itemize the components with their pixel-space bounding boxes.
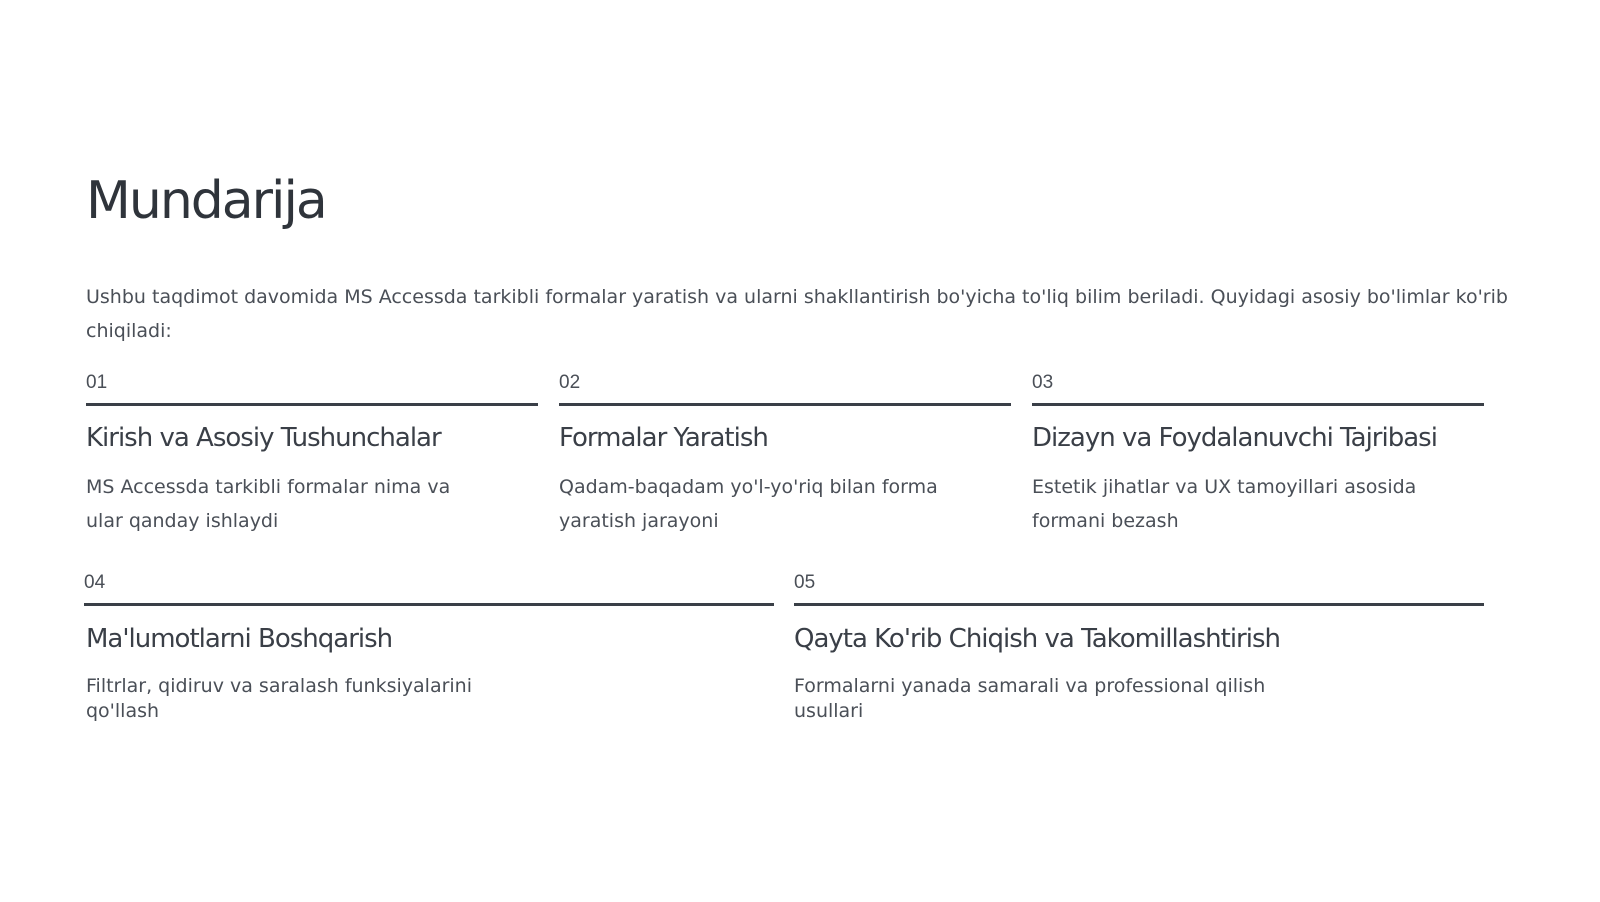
section-number: 05 [794,572,816,593]
section-divider [794,603,1484,606]
section-title: Ma'lumotlarni Boshqarish [86,624,393,654]
section-title: Kirish va Asosiy Tushunchalar [86,423,441,453]
section-description: Qadam-baqadam yo'l-yo'riq bilan forma yaratish jarayoni [559,476,938,532]
section-item-05 [794,569,1484,724]
section-number: 01 [86,372,108,393]
section-divider [1032,403,1484,406]
section-divider [559,403,1011,406]
section-item-01 [86,369,538,538]
section-title: Formalar Yaratish [559,423,768,453]
section-number: 03 [1032,372,1054,393]
section-description: Filtrlar, qidiruv va saralash funksiyalarini qo'llash [86,675,472,722]
page-title: Mundarija [86,171,326,231]
section-description: Estetik jihatlar va UX tamoyillari asosida formani bezash [1032,476,1417,532]
section-description: Formalarni yanada samarali va professional qilish usullari [794,675,1266,722]
section-divider [84,603,774,606]
section-number: 02 [559,372,581,393]
section-title: Dizayn va Foydalanuvchi Tajribasi [1032,423,1437,453]
intro-text: Ushbu taqdimot davomida MS Accessda tarkibli formalar yaratish va ularni shakllantirish bo'yicha to'liq bilim beriladi. Quyidagi asosiy bo'limlar ko'rib chiqiladi: [86,286,1508,342]
section-title: Qayta Ko'rib Chiqish va Takomillashtirish [794,624,1280,654]
section-divider [86,403,538,406]
section-number: 04 [84,572,106,593]
section-description: MS Accessda tarkibli formalar nima va ular qanday ishlaydi [86,476,451,532]
section-item-02 [559,369,1011,538]
section-item-03 [1032,369,1484,538]
section-item-04 [84,569,774,724]
